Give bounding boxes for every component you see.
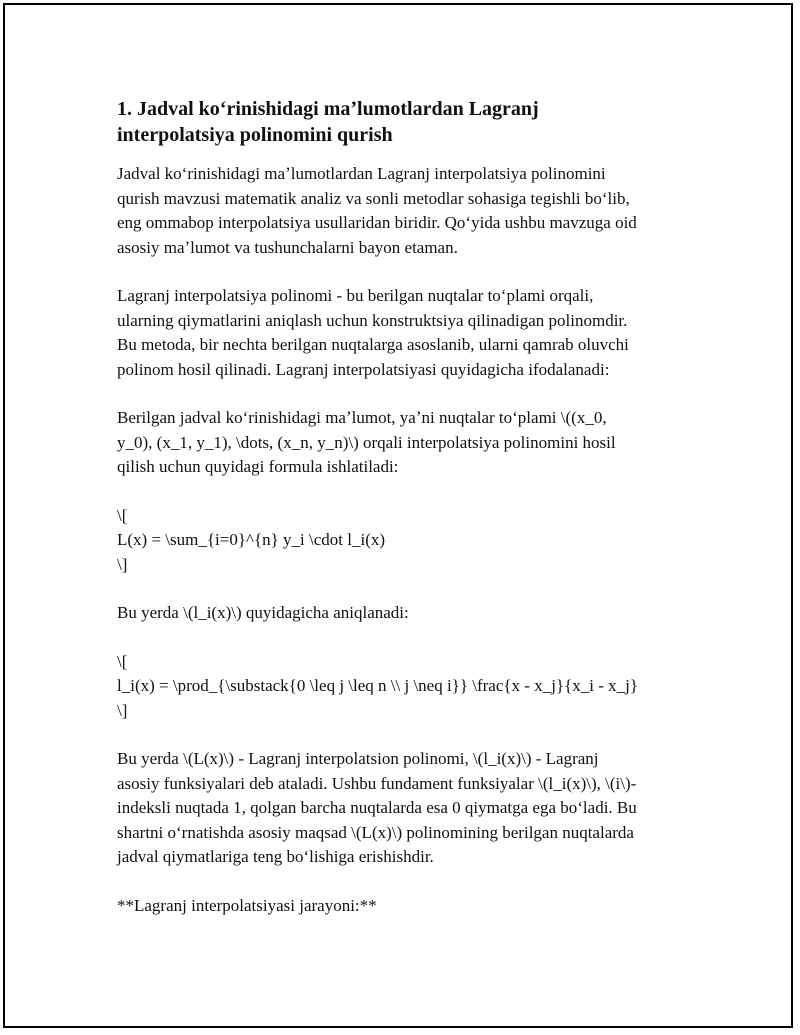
- text-line: y_0), (x_1, y_1), \dots, (x_n, y_n)\) orqali interpolatsiya polinomini hosil: [117, 432, 616, 452]
- text-line: shartni oʻrnatishda asosiy maqsad \(L(x)\) polinomining berilgan nuqtalarda: [117, 822, 634, 842]
- text-line: Lagranj interpolatsiya polinomi - bu berilgan nuqtalar toʻplami orqali,: [117, 286, 594, 305]
- heading-line: 1. Jadval koʻrinishidagi maʼlumotlardan Lagranj: [117, 98, 539, 120]
- text-line: eng ommabop interpolatsiya usullaridan biridir. Qoʻyida ushbu mavzuga oid: [117, 213, 637, 232]
- text-line: Jadval koʻrinishidagi maʼlumotlardan Lagranj interpolatsiya polinomini: [117, 164, 606, 183]
- definition-paragraph: [117, 284, 692, 382]
- formula-line: \[: [117, 505, 128, 525]
- text-line: Berilgan jadval koʻrinishidagi maʼlumot, yaʼni nuqtalar toʻplami \((x_0,: [117, 408, 607, 427]
- formula-lagrange-basis: [117, 650, 692, 724]
- basis-intro-paragraph: [117, 601, 692, 626]
- heading-line: interpolatsiya polinomini qurish: [117, 124, 393, 146]
- section-heading: [117, 96, 692, 148]
- formula-line: \]: [117, 700, 128, 720]
- formula-line: L(x) = \sum_{i=0}^{n} y_i \cdot l_i(x): [117, 530, 386, 549]
- text-line: Bu yerda \(l_i(x)\) quyidagicha aniqlanadi:: [117, 603, 409, 622]
- text-line: ularning qiymatlarini aniqlash uchun konstruktsiya qilinadigan polinomdir.: [117, 310, 628, 330]
- text-line: qurish mavzusi matematik analiz va sonli metodlar sohasiga tegishli boʻlib,: [117, 188, 630, 208]
- data-points-paragraph: [117, 406, 692, 480]
- text-line: jadval qiymatlariga teng boʻlishiga erishishdir.: [117, 847, 434, 866]
- document-body: [117, 96, 692, 942]
- text-line: Bu metoda, bir nechta berilgan nuqtalarga asoslanib, ularni qamrab oluvchi: [117, 335, 629, 354]
- text-line: asosiy maʼlumot va tushunchalarni bayon etaman.: [117, 237, 458, 257]
- formula-line: \]: [117, 554, 128, 574]
- text-line: polinom hosil qilinadi. Lagranj interpolatsiyasi quyidagicha ifodalanadi:: [117, 359, 610, 379]
- explanation-paragraph: [117, 747, 692, 870]
- formula-line: l_i(x) = \prod_{\substack{0 \leq j \leq n \\ j \neq i}} \frac{x - x_j}{x_i - x_j}: [117, 676, 639, 695]
- text-line: qilish uchun quyidagi formula ishlatiladi:: [117, 457, 399, 476]
- text-line: Bu yerda \(L(x)\) - Lagranj interpolatsion polinomi, \(l_i(x)\) - Lagranj: [117, 749, 599, 768]
- text-line: **Lagranj interpolatsiyasi jarayoni:**: [117, 895, 377, 915]
- formula-lagrange-sum: [117, 504, 692, 578]
- formula-line: \[: [117, 651, 128, 671]
- intro-paragraph: [117, 162, 692, 260]
- text-line: asosiy funksiyalari deb ataladi. Ushbu fundament funksiyalar \(l_i(x)\), \(i\)-: [117, 773, 637, 793]
- text-line: indeksli nuqtada 1, qolgan barcha nuqtalarda esa 0 qiymatga ega boʻladi. Bu: [117, 798, 637, 817]
- process-subheading: [117, 894, 692, 919]
